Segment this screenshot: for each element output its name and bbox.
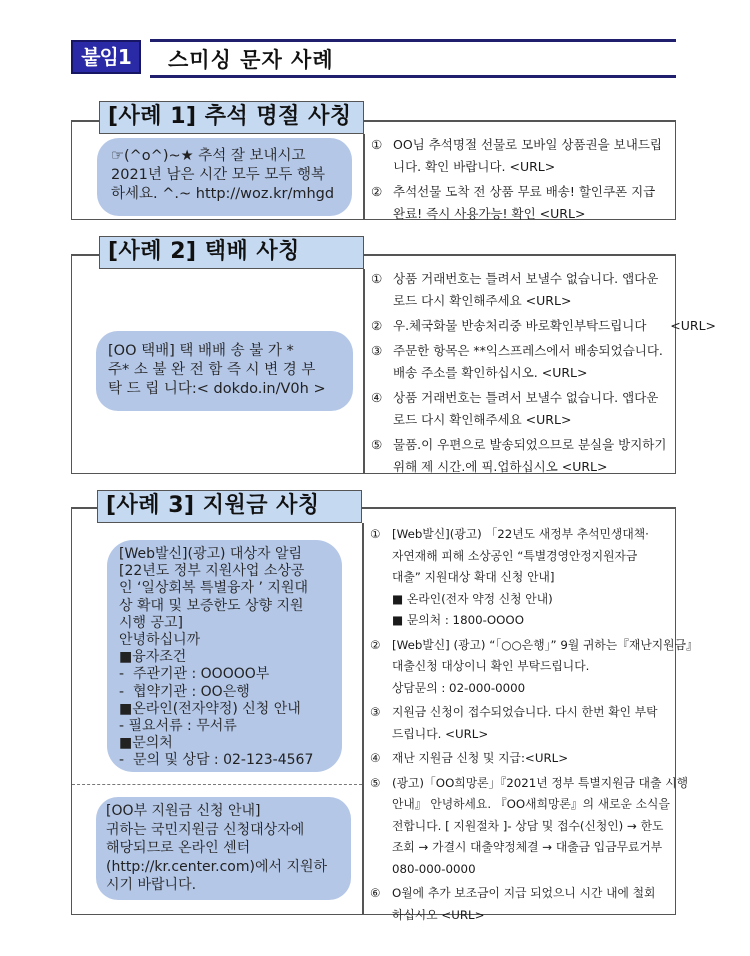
item-text: 위해 제 시간.에 픽.업하십시오 <URL> [393, 459, 608, 474]
item-text: 자연재해 피해 소상공인 “특별경영안정지원자금 [392, 548, 638, 563]
sms-text-line: - 문의 및 상담 : 02-123-4567 [119, 752, 314, 769]
item-text: 주문한 항목은 **익스프레스에서 배송되었습니다. [393, 343, 663, 358]
item-text: [Web발신](광고) 「22년도 새정부 추석민생대책· [392, 527, 649, 541]
example-item [371, 387, 671, 431]
example-item [371, 434, 671, 478]
item-subline: ■ 문의처 : 1800-OOOO [392, 613, 524, 627]
item-number: ① [371, 137, 383, 152]
sms-text-line: [OO부 지원금 신청 안내] [106, 803, 261, 819]
item-text: 080-000-0000 [392, 861, 476, 876]
sms-text-line: ■온라인(전자약정) 신청 안내 [119, 700, 301, 717]
item-text: 로드 다시 확인해주세요 <URL> [393, 293, 572, 308]
item-text: 우.체국화물 반송처리중 바로확인부탁드립니다 <URL> [393, 318, 717, 333]
example-item [371, 315, 717, 337]
item-text: OO님 추석명절 선물로 모바일 상품권을 보내드립 [393, 137, 662, 152]
item-number: ② [371, 318, 383, 333]
example-item [371, 134, 671, 178]
sms-text-line: ■문의처 [119, 735, 173, 752]
sms-text-line: - 필요서류 : 무서류 [119, 718, 237, 735]
sms-text-line: [Web발신](광고) 대상자 알림 [119, 546, 302, 562]
column-divider [362, 523, 364, 915]
sms-text-line: 안녕하십니까 [119, 632, 201, 649]
sms-text-line: 2021년 남은 시간 모두 모두 행복 [111, 167, 326, 183]
item-number: ⑤ [371, 437, 383, 452]
sms-text-line: 탁 드 립 니다:< dokdo.in/V0h > [108, 381, 326, 397]
sms-bubble [96, 797, 351, 900]
case-3-examples [370, 524, 698, 929]
sms-text-line: [22년도 정부 지원사업 소상공 [119, 563, 305, 580]
header-rule-bottom [150, 75, 676, 78]
sms-text-line: ■융자조건 [119, 649, 187, 666]
example-item [370, 702, 672, 745]
item-text: 안내』 안녕하세요. 『OO새희망론』의 새로운 소식을 [392, 797, 670, 811]
example-item [370, 773, 689, 881]
sms-text-line: 시기 바랍니다. [106, 877, 197, 893]
item-subline: ■ 온라인(전자 약정 신청 안내) [392, 591, 553, 606]
column-divider [363, 269, 365, 474]
sms-text-line: 하세요. ^.~ http://woz.kr/mhgd [111, 186, 335, 202]
sms-text-line: 해당되므로 온라인 센터 [106, 840, 251, 856]
sms-text-line: 귀하는 국민지원금 신청대상자에 [106, 821, 305, 838]
item-text: 전합니다. [ 지원절차 ]- 상담 및 접수(신청인) → 한도 [392, 818, 664, 833]
item-number: ③ [370, 705, 381, 719]
sms-text-line: - 협약기관 : OO은행 [119, 683, 250, 700]
sms-text-line: [OO 택배] 택 배배 송 불 가 * [108, 343, 294, 359]
sms-text-line: 인 ‘일상회복 특별융자 ’ 지원대 [119, 580, 308, 597]
item-text: 대출신청 대상이니 확인 부탁드립니다. [392, 659, 590, 673]
sms-bubble [97, 138, 352, 216]
item-text: 완료! 즉시 사용가능! 확인 <URL> [393, 206, 586, 221]
item-number: ② [371, 184, 383, 199]
item-text: 로드 다시 확인해주세요 <URL> [393, 412, 572, 427]
sms-text-line: ☞(^o^)~★ 추석 잘 보내시고 [111, 148, 306, 164]
item-text: 상담문의 : 02-000-0000 [392, 680, 526, 695]
case-3-title: [사례 3] 지원금 사칭 [97, 490, 362, 523]
item-text: 물품.이 우편으로 발송되었으므로 분실을 방지하기 [393, 437, 667, 452]
page-title: 스미싱 문자 사례 [168, 48, 334, 72]
case-2-title: [사례 2] 택배 사칭 [99, 236, 364, 269]
case-2-examples [371, 268, 717, 481]
item-text: 상품 거래번호는 틀려서 보낼수 없습니다. 앱다운 [393, 271, 659, 286]
item-number: ② [370, 637, 381, 652]
item-text: 드립니다. <URL> [392, 726, 489, 741]
sms-text-line: 주* 소 불 완 전 함 즉 시 변 경 부 [108, 362, 316, 378]
dashed-separator [72, 784, 362, 785]
item-number: ⑤ [370, 775, 381, 790]
item-text: 지원금 신청이 접수되었습니다. 다시 한번 확인 부탁 [392, 705, 658, 719]
example-item [371, 181, 671, 225]
item-number: ④ [371, 390, 383, 405]
example-item [370, 883, 672, 926]
example-item [371, 268, 671, 312]
sms-bubble [107, 540, 342, 772]
item-number: ① [370, 527, 381, 541]
item-text: 상품 거래번호는 틀려서 보낼수 없습니다. 앱다운 [393, 390, 659, 405]
attachment-badge: 붙임1 [71, 40, 141, 74]
example-item [371, 340, 671, 384]
item-text: 조회 → 가결시 대출약정체결 → 대출금 입금무료거부 [392, 840, 663, 854]
sms-text-line: (http://kr.center.com)에서 지원하 [106, 858, 328, 875]
sms-bubble [96, 331, 353, 411]
column-divider [363, 134, 365, 220]
item-text: 재난 지원금 신청 및 지급:<URL> [392, 751, 569, 765]
item-number: ④ [370, 751, 381, 765]
sms-text-line: - 주관기관 : OOOOO부 [119, 666, 270, 683]
sms-text-line: 시행 공고] [119, 614, 184, 631]
example-item [370, 635, 698, 700]
item-number: ⑥ [370, 886, 381, 900]
item-text: O월에 추가 보조금이 지급 되었으니 시간 내에 철회 [392, 886, 656, 900]
example-item [370, 748, 672, 770]
case-1-examples [371, 134, 671, 228]
sms-text-line: 상 확대 및 보증한도 상향 지원 [119, 597, 304, 614]
item-text: 대출” 지원대상 확대 신청 안내] [392, 570, 555, 584]
item-text: 니다. 확인 바랍니다. <URL> [393, 159, 556, 174]
example-item [370, 524, 672, 632]
item-number: ③ [371, 343, 383, 358]
item-text: 추석선물 도착 전 상품 무료 배송! 할인쿠폰 지급 [393, 184, 656, 199]
item-text: (광고)「OO희망론」『2021년 정부 특별지원금 대출 시행 [392, 775, 689, 790]
case-1-title: [사례 1] 추석 명절 사칭 [99, 101, 364, 134]
item-number: ① [371, 271, 383, 286]
item-text: [Web발신] (광고) “「○○은행」” 9월 귀하는『재난지원금』 [392, 637, 698, 652]
item-text: 배송 주소를 확인하십시오. <URL> [393, 365, 588, 380]
item-text: 하십시오 <URL> [392, 907, 485, 922]
header-rule-top [150, 39, 676, 42]
